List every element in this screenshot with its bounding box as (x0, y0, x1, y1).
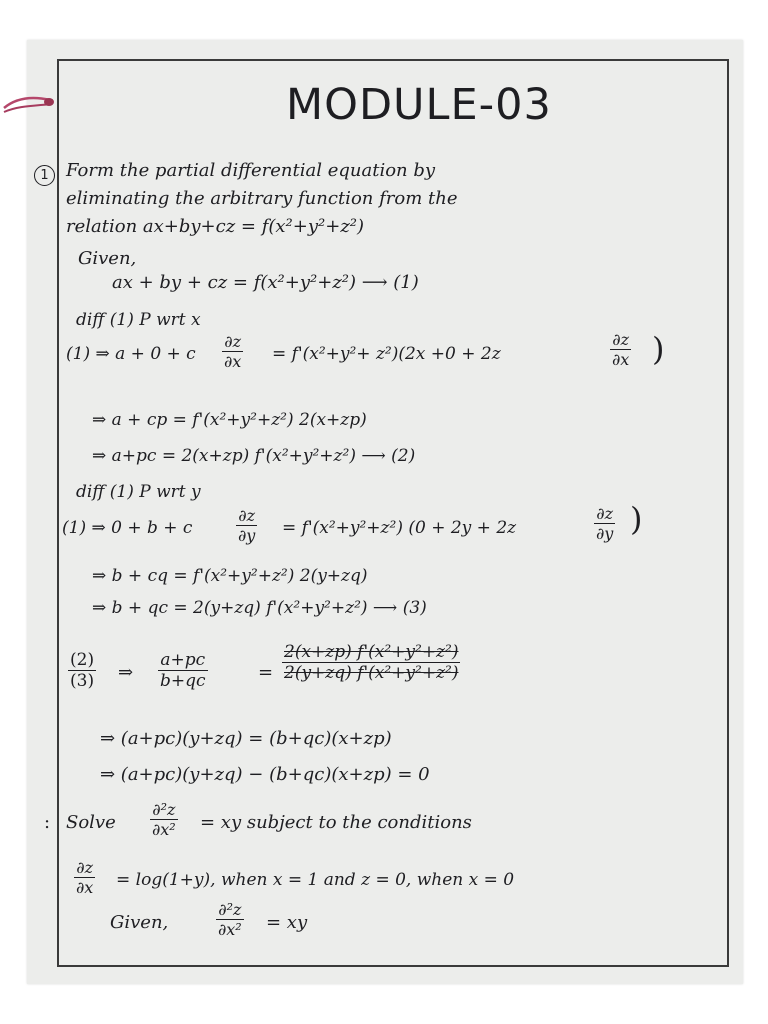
equals-sign: = (258, 662, 274, 683)
binding-thread (2, 84, 60, 134)
fraction-numerator: ∂z (610, 330, 631, 350)
dz-dy-fraction-2 (594, 504, 615, 543)
fraction-denominator: ∂y (238, 526, 256, 545)
step4-right: = f'(x²+y²+z²) (0 + 2y + 2z (282, 518, 517, 538)
fraction-numerator: 2(x+zp) f'(x²+y²+z²) (282, 642, 460, 663)
dz-dx-fraction-3 (74, 858, 95, 897)
fraction-denominator: ∂y (596, 524, 614, 543)
question-line-2: eliminating the arbitrary function from the (66, 188, 458, 209)
fraction-numerator: ∂z (74, 858, 95, 878)
fraction-numerator: ∂z (236, 506, 257, 526)
diff-q-label: diff (1) P wrt y (76, 482, 201, 502)
ratio-arrow: ⇒ (118, 662, 134, 683)
d2z-dx2-fraction-2 (216, 900, 244, 939)
step4-left: (1) ⇒ 0 + b + c (62, 518, 193, 538)
fraction-numerator: ∂²z (216, 900, 244, 920)
dz-dy-fraction (236, 506, 257, 545)
close-paren: ) (652, 330, 665, 368)
question2-marker: : (44, 812, 51, 833)
given-rest-2: = xy (266, 912, 308, 933)
fraction-numerator: ∂²z (150, 800, 178, 820)
question-line-1: Form the partial differential equation by (66, 160, 436, 181)
dz-dx-fraction (222, 332, 243, 371)
given-label-2: Given, (110, 912, 169, 933)
question-number: 1 (34, 165, 55, 186)
ratio-label-fraction (68, 650, 96, 691)
result2: ⇒ (a+pc)(y+zq) − (b+qc)(x+zp) = 0 (100, 764, 430, 785)
dz-dx-fraction-2 (610, 330, 631, 369)
given-label: Given, (78, 248, 137, 269)
step6: ⇒ b + qc = 2(y+zq) f'(x²+y²+z²) ⟶ (3) (92, 598, 427, 618)
fraction-numerator: a+pc (158, 650, 208, 671)
condition-line: = log(1+y), when x = 1 and z = 0, when x = 0 (116, 870, 515, 890)
fraction-denominator: ∂x (224, 352, 242, 371)
fraction-denominator: 2(y+zq) f'(x²+y²+z²) (284, 663, 459, 683)
diff-p-label: diff (1) P wrt x (76, 310, 201, 330)
fraction-denominator: (3) (70, 671, 95, 691)
ratio-middle-fraction (158, 650, 208, 691)
solve-label: Solve (66, 812, 116, 833)
step1-left: (1) ⇒ a + 0 + c (66, 344, 196, 364)
fraction-denominator: ∂x (612, 350, 630, 369)
fraction-denominator: ∂x² (218, 920, 242, 939)
fraction-denominator: b+qc (160, 671, 206, 691)
solve-rest: = xy subject to the conditions (200, 812, 472, 833)
page-title: MODULE-03 (286, 80, 552, 130)
fraction-numerator: ∂z (594, 504, 615, 524)
given-equation: ax + by + cz = f(x²+y²+z²) ⟶ (1) (112, 272, 419, 293)
step3: ⇒ a+pc = 2(x+zp) f'(x²+y²+z²) ⟶ (2) (92, 446, 416, 466)
question-line-3: relation ax+by+cz = f(x²+y²+z²) (66, 216, 365, 237)
result1: ⇒ (a+pc)(y+zq) = (b+qc)(x+zp) (100, 728, 392, 749)
fraction-denominator: ∂x² (152, 820, 176, 839)
fraction-denominator: ∂x (76, 878, 94, 897)
fraction-numerator: ∂z (222, 332, 243, 352)
d2z-dx2-fraction (150, 800, 178, 839)
step1-right: = f'(x²+y²+ z²)(2x +0 + 2z (272, 344, 501, 364)
ratio-right-fraction (282, 642, 460, 683)
step5: ⇒ b + cq = f'(x²+y²+z²) 2(y+zq) (92, 566, 368, 586)
step2: ⇒ a + cp = f'(x²+y²+z²) 2(x+zp) (92, 410, 367, 430)
fraction-numerator: (2) (70, 650, 95, 670)
close-paren: ) (630, 500, 643, 538)
